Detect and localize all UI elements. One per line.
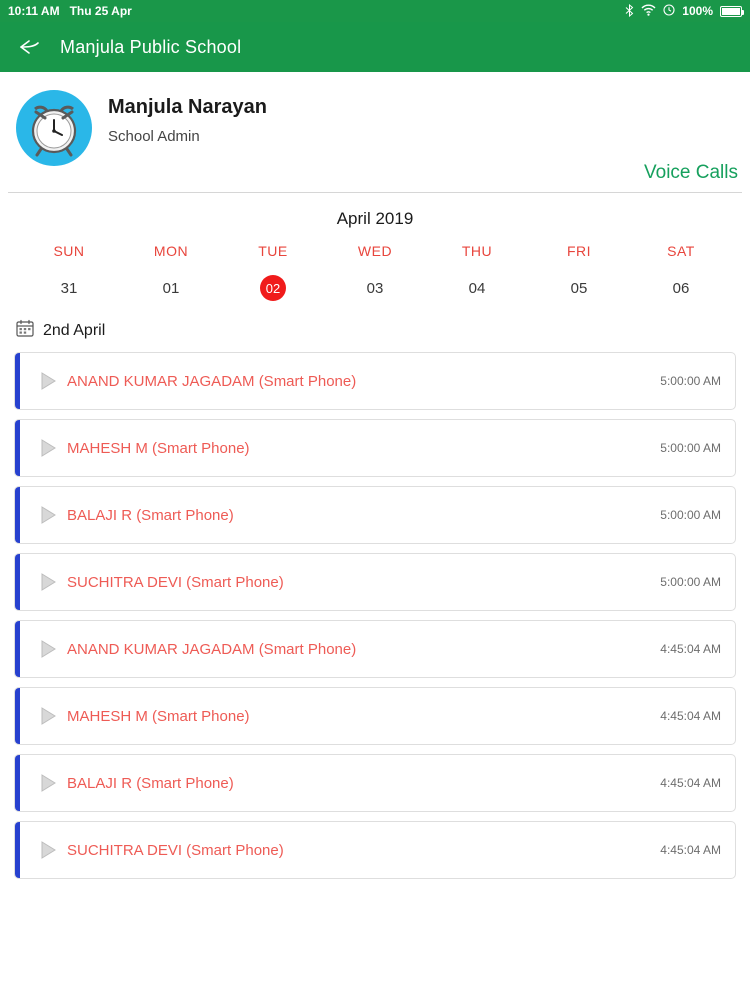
list-item[interactable] (14, 352, 736, 410)
play-icon[interactable] (37, 772, 59, 794)
wifi-icon (641, 4, 656, 18)
calendar-dow-fri: FRI (566, 243, 592, 259)
profile-header (0, 72, 750, 166)
app-bar (0, 22, 750, 72)
calendar-icon (16, 319, 34, 342)
bluetooth-icon (625, 4, 634, 19)
play-icon[interactable] (37, 638, 59, 660)
voice-calls-link[interactable]: Voice Calls (644, 162, 738, 183)
list-item[interactable] (14, 553, 736, 611)
calendar-strip (0, 193, 750, 301)
selected-date-label: 2nd April (43, 321, 106, 339)
call-name: MAHESH M (Smart Phone) (67, 439, 250, 457)
voice-call-list (0, 352, 750, 879)
list-item[interactable] (14, 821, 736, 879)
calendar-dow-wed: WED (357, 243, 393, 259)
call-time: 5:00:00 AM (660, 508, 721, 522)
calendar-dow-sat: SAT (667, 243, 695, 259)
status-bar-right (625, 4, 742, 19)
avatar (16, 90, 92, 166)
alarm-clock-avatar-icon (23, 97, 85, 159)
calendar-date-cell-5[interactable] (528, 275, 630, 301)
call-name: SUCHITRA DEVI (Smart Phone) (67, 573, 284, 591)
calendar-date-label: 31 (60, 279, 78, 297)
play-icon[interactable] (37, 705, 59, 727)
calendar-date-label-selected: 02 (260, 275, 286, 301)
selected-date-header (0, 301, 750, 352)
play-icon[interactable] (37, 571, 59, 593)
status-bar (0, 0, 750, 22)
calendar-date-cell-2[interactable] (222, 275, 324, 301)
profile-text (108, 90, 267, 145)
profile-role: School Admin (108, 128, 200, 145)
call-name: ANAND KUMAR JAGADAM (Smart Phone) (67, 372, 357, 390)
call-name: SUCHITRA DEVI (Smart Phone) (67, 841, 284, 859)
call-name: BALAJI R (Smart Phone) (67, 506, 234, 524)
calendar-dow-thu: THU (461, 243, 493, 259)
profile-name: Manjula Narayan (108, 96, 267, 118)
calendar-month-label: April 2019 (336, 209, 414, 228)
play-icon[interactable] (37, 839, 59, 861)
calendar-date-label: 04 (468, 279, 486, 297)
app-title: Manjula Public School (60, 36, 242, 57)
call-time: 5:00:00 AM (660, 374, 721, 388)
list-item[interactable] (14, 486, 736, 544)
calendar-date-cell-3[interactable] (324, 275, 426, 301)
voice-calls-row (0, 162, 750, 192)
call-time: 4:45:04 AM (660, 843, 721, 857)
battery-percent: 100% (682, 4, 713, 18)
calendar-dow-sun: SUN (53, 243, 85, 259)
calendar-date-label: 01 (162, 279, 180, 297)
play-icon[interactable] (37, 437, 59, 459)
list-item[interactable] (14, 687, 736, 745)
status-bar-left (8, 4, 132, 18)
call-time: 4:45:04 AM (660, 642, 721, 656)
battery-icon (720, 6, 742, 17)
call-time: 5:00:00 AM (660, 575, 721, 589)
call-time: 5:00:00 AM (660, 441, 721, 455)
calendar-date-cell-1[interactable] (120, 275, 222, 301)
calendar-date-cell-4[interactable] (426, 275, 528, 301)
calendar-dow-mon: MON (153, 243, 189, 259)
alarm-icon (663, 4, 675, 18)
play-icon[interactable] (37, 504, 59, 526)
status-date: Thu 25 Apr (69, 4, 132, 18)
calendar-date-label: 03 (366, 279, 384, 297)
status-time: 10:11 AM (8, 4, 60, 18)
list-item[interactable] (14, 419, 736, 477)
calendar-dow-tue: TUE (258, 243, 288, 259)
call-time: 4:45:04 AM (660, 776, 721, 790)
back-arrow-icon[interactable] (16, 32, 46, 62)
calendar-date-label: 06 (672, 279, 690, 297)
play-icon[interactable] (37, 370, 59, 392)
calendar-day-names (0, 243, 750, 275)
list-item[interactable] (14, 620, 736, 678)
call-name: MAHESH M (Smart Phone) (67, 707, 250, 725)
calendar-date-cell-6[interactable] (630, 275, 732, 301)
calendar-date-cell-0[interactable] (18, 275, 120, 301)
calendar-dates (0, 275, 750, 301)
list-item[interactable] (14, 754, 736, 812)
call-name: ANAND KUMAR JAGADAM (Smart Phone) (67, 640, 357, 658)
call-name: BALAJI R (Smart Phone) (67, 774, 234, 792)
calendar-date-label: 05 (570, 279, 588, 297)
call-time: 4:45:04 AM (660, 709, 721, 723)
